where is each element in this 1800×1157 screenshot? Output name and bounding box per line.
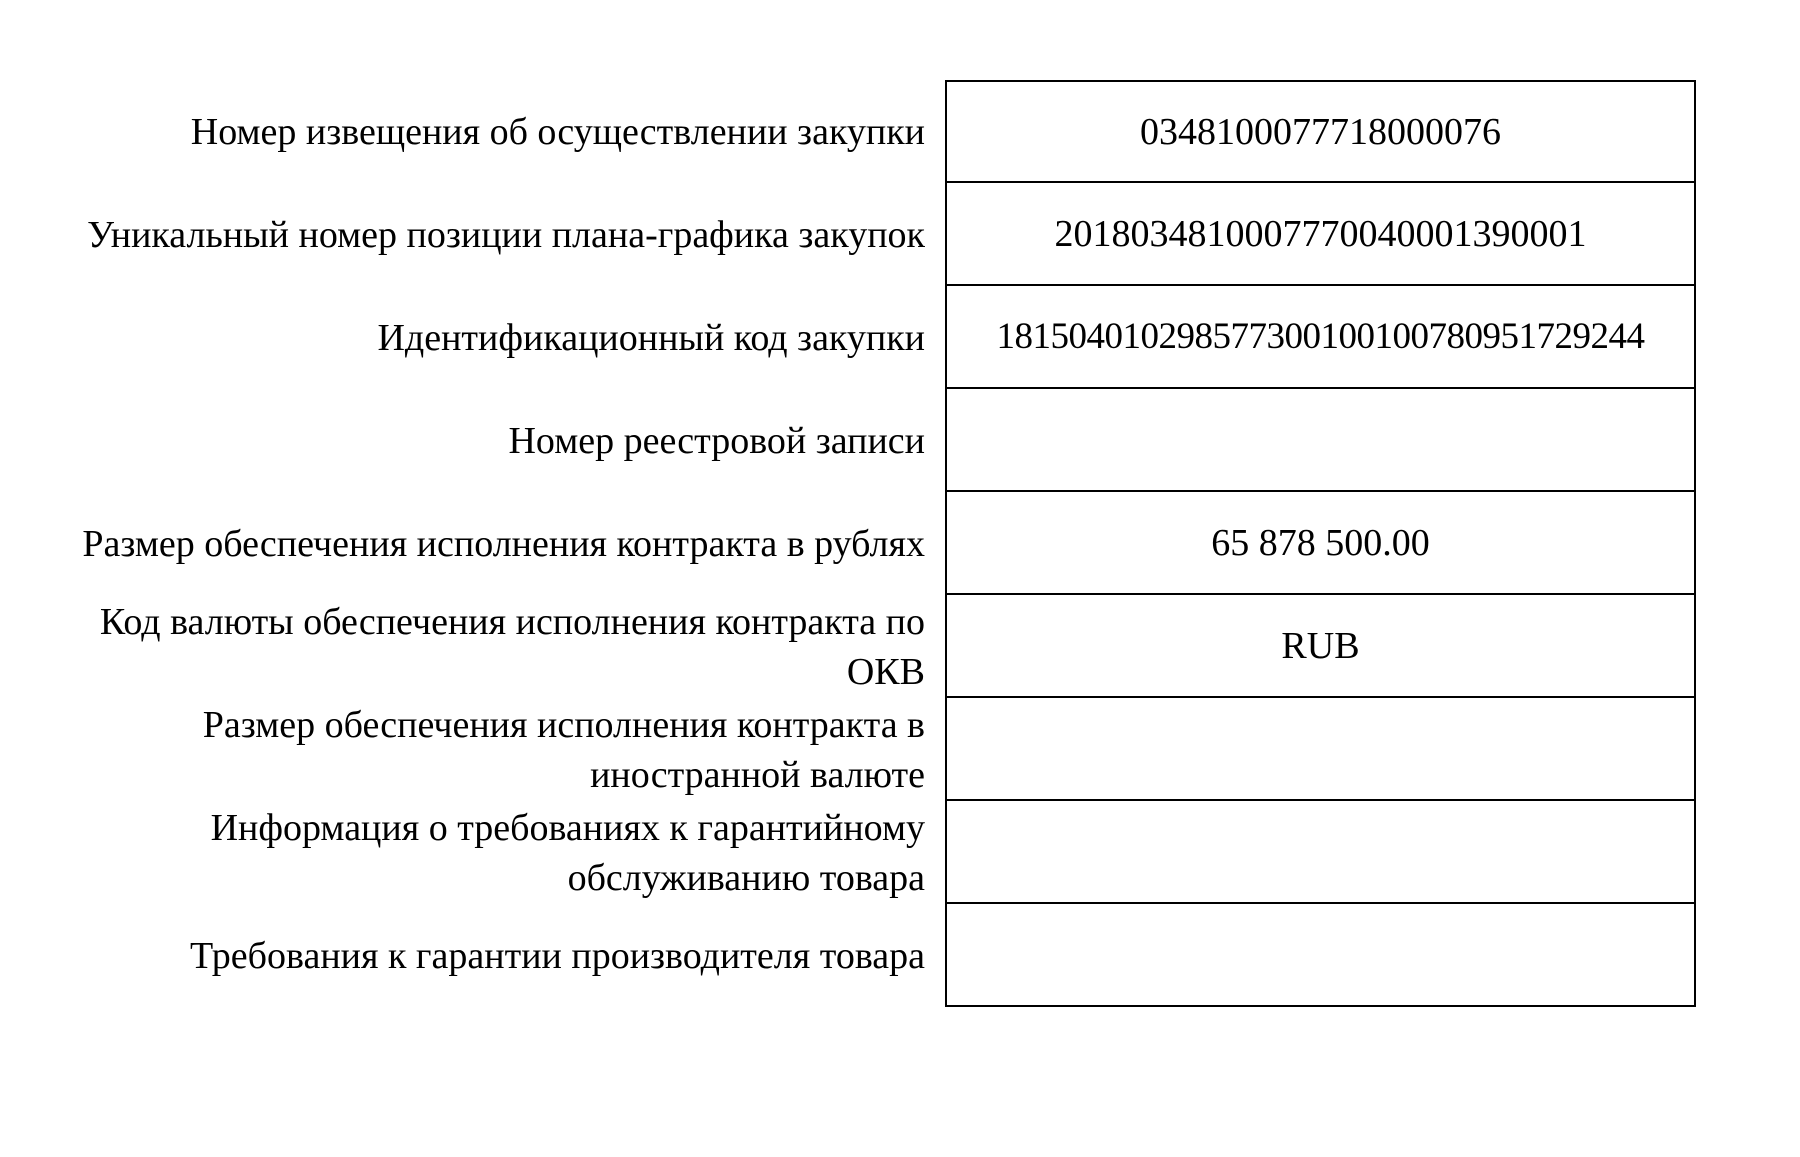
row-value [945,904,1696,1007]
form-row-notice-number [0,80,1800,183]
row-value: 0348100077718000076 [945,80,1696,183]
row-label: Номер реестровой записи [508,419,925,462]
row-value [945,801,1696,904]
row-value [945,389,1696,492]
row-label: Идентификационный код закупки [377,316,925,359]
row-value: 2018034810007770040001390001 [945,183,1696,286]
row-value: RUB [945,595,1696,698]
row-label: Код валюты обеспечения исполнения контракта по ОКВ [99,600,925,693]
row-label: Номер извещения об осуществлении закупки [190,110,925,153]
form-row-security-amount-rub [0,492,1800,595]
form-row-procurement-id-code [0,286,1800,389]
row-value: 65 878 500.00 [945,492,1696,595]
procurement-info-form [0,80,1800,1007]
row-label: Размер обеспечения исполнения контракта в иностранной валюте [202,703,925,796]
form-row-schedule-position-number [0,183,1800,286]
form-row-manufacturer-warranty-requirements [0,904,1800,1007]
row-label: Информация о требованиях к гарантийному обслуживанию товара [210,806,925,899]
row-label: Уникальный номер позиции плана-графика закупок [87,213,925,256]
row-value [945,698,1696,801]
row-value: 181504010298577300100100780951729244 [945,286,1696,389]
form-row-currency-code [0,595,1800,698]
form-row-warranty-service-requirements [0,801,1800,904]
form-row-security-amount-foreign [0,698,1800,801]
form-row-registry-record-number [0,389,1800,492]
row-label: Размер обеспечения исполнения контракта в рублях [82,522,925,565]
row-label: Требования к гарантии производителя товара [190,934,925,977]
